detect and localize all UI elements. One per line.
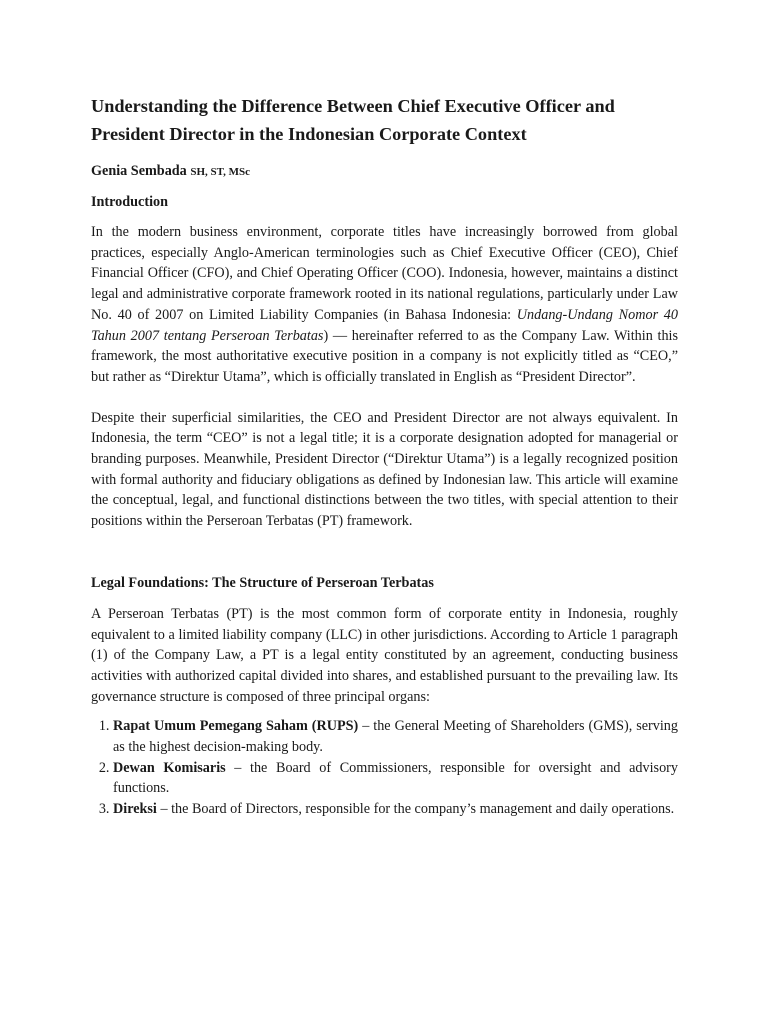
- intro-paragraph-2: Despite their superficial similarities, the CEO and President Director are not always equivalent. In Indonesia, the term “CEO” is not a legal title; it is a corporate designation adopted for managerial or branding purposes. Meanwhile, President Director (“Direktur Utama”) is a legally recognized position with formal authority and fiduciary obligations as defined by Indonesian law. This article will examine the conceptual, legal, and functional distinctions between the two titles, with special attention to their positions within the Perseroan Terbatas (PT) framework.: [91, 409, 678, 530]
- organ-description: – the Board of Directors, responsible for the company’s management and daily operations.: [156, 801, 675, 818]
- author-name: Genia Sembada: [91, 163, 187, 179]
- organ-term: Dewan Komisaris: [113, 759, 226, 776]
- legal-paragraph: A Perseroan Terbatas (PT) is the most common form of corporate entity in Indonesia, roughly equivalent to a limited liability company (LLC) in other jurisdictions. According to Article 1 paragraph (1) of the Company Law, a PT is a legal entity constituted by an agreement, conducting business activities with authorized capital divided into shares, and established pursuant to the prevailing law. Its governance structure is composed of three principal organs:: [91, 605, 678, 705]
- intro-p1-text-a: In the modern business environment, corporate titles have increasingly borrowed from global practices, especially Anglo-American terminologies such as Chief Executive Officer (CEO), Chief Financial Officer (CFO), and Chief Operating Officer (COO). Indonesia, however, maintains a distinct legal and administrative corporate framework rooted in its national regulations, particularly under Law No. 40 of 2007 on Limited Liability Companies (in Bahasa Indonesia:: [91, 224, 678, 323]
- article-title: Understanding the Difference Between Chief Executive Officer and President Director in the Indonesian Corporate Context: [91, 96, 615, 144]
- organs-list: [91, 716, 678, 820]
- organ-description: – the Board of Commissioners, responsible for oversight and advisory functions.: [113, 759, 678, 797]
- organ-term: Rapat Umum Pemegang Saham (RUPS): [113, 718, 359, 735]
- law-title-italic: Undang-Undang Nomor 40 Tahun 2007 tentang Perseroan Terbatas: [91, 306, 678, 344]
- section-heading-introduction: Introduction: [91, 194, 168, 210]
- section-heading-legal-foundations: Legal Foundations: The Structure of Perseroan Terbatas: [91, 574, 434, 591]
- intro-p1-text-b: ) — hereinafter referred to as the Company Law. Within this framework, the most authoritative executive position in a company is not explicitly titled as “CEO,” but rather as “Direktur Utama”, which is officially translated in English as “President Director”.: [91, 327, 679, 385]
- article-body: [91, 92, 678, 820]
- intro-paragraph-1: [91, 222, 678, 388]
- organ-description: – the General Meeting of Shareholders (GMS), serving as the highest decision-making body.: [113, 718, 678, 756]
- author-line: [91, 161, 678, 182]
- list-item: [113, 716, 678, 757]
- organ-term: Direksi: [113, 801, 157, 818]
- list-item: [113, 799, 678, 820]
- list-item: [113, 758, 678, 799]
- author-credentials: SH, ST, MSc: [190, 166, 251, 178]
